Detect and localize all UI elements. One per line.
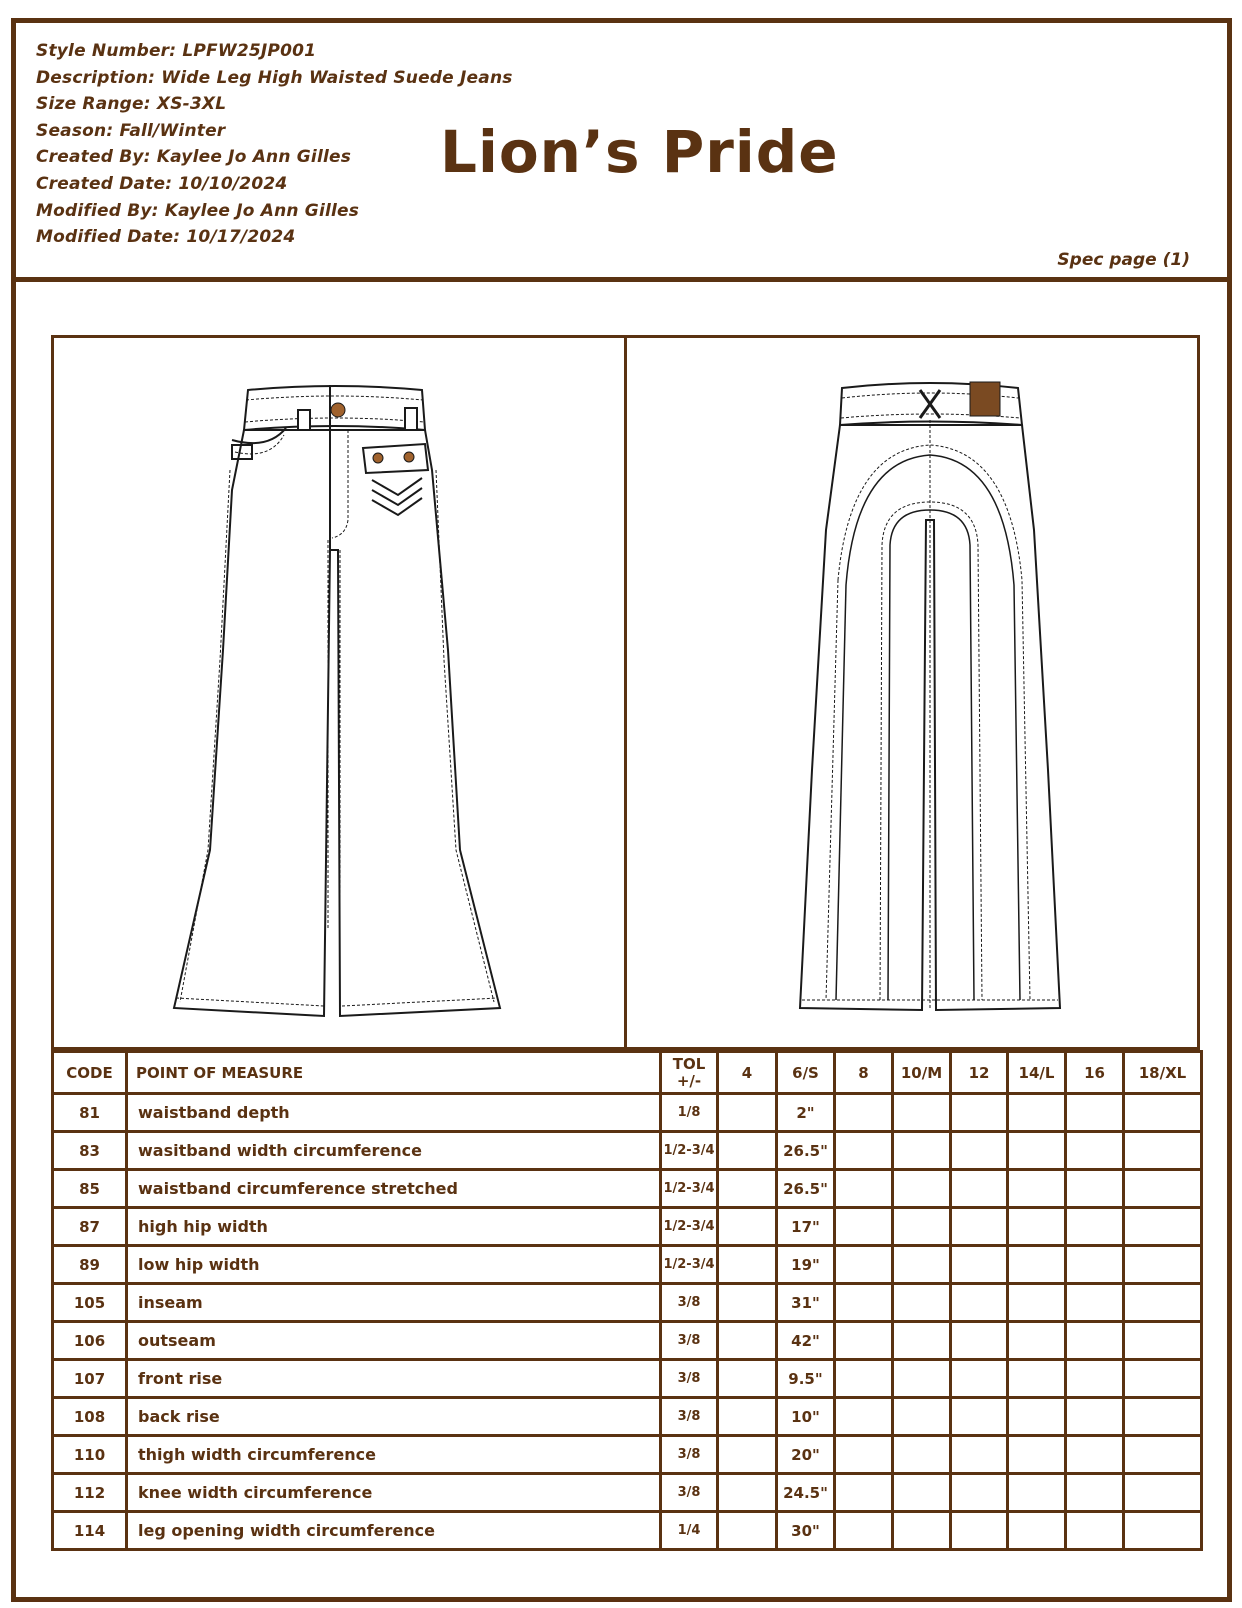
row-size-18-xl bbox=[1124, 1132, 1202, 1170]
spec-page-label: Spec page (1) bbox=[1057, 250, 1190, 270]
row-tolerance: 1/8 bbox=[661, 1094, 718, 1132]
row-size-16 bbox=[1066, 1170, 1124, 1208]
table-row bbox=[53, 1474, 1202, 1512]
row-point-of-measure: leg opening width circumference bbox=[127, 1512, 661, 1550]
header-size: 6/S bbox=[777, 1052, 835, 1094]
row-tolerance: 3/8 bbox=[661, 1436, 718, 1474]
row-size-10-m bbox=[893, 1360, 951, 1398]
row-size-12 bbox=[951, 1398, 1008, 1436]
row-size-10-m bbox=[893, 1132, 951, 1170]
row-size-16 bbox=[1066, 1208, 1124, 1246]
table-row bbox=[53, 1398, 1202, 1436]
row-point-of-measure: wasitband width circumference bbox=[127, 1132, 661, 1170]
row-size-10-m bbox=[893, 1170, 951, 1208]
table-row bbox=[53, 1170, 1202, 1208]
row-size-16 bbox=[1066, 1398, 1124, 1436]
row-code: 106 bbox=[53, 1322, 127, 1360]
row-size-10-m bbox=[893, 1094, 951, 1132]
row-size-12 bbox=[951, 1132, 1008, 1170]
row-code: 110 bbox=[53, 1436, 127, 1474]
row-size-8 bbox=[835, 1436, 893, 1474]
row-point-of-measure: low hip width bbox=[127, 1246, 661, 1284]
sketch-divider bbox=[624, 335, 627, 1050]
row-point-of-measure: knee width circumference bbox=[127, 1474, 661, 1512]
row-code: 83 bbox=[53, 1132, 127, 1170]
back-label-patch bbox=[970, 382, 1000, 416]
row-code: 81 bbox=[53, 1094, 127, 1132]
row-tolerance: 3/8 bbox=[661, 1398, 718, 1436]
row-size-4 bbox=[718, 1474, 777, 1512]
row-size-16 bbox=[1066, 1360, 1124, 1398]
row-tolerance: 3/8 bbox=[661, 1474, 718, 1512]
style-number: Style Number: LPFW25JP001 bbox=[36, 41, 317, 61]
row-size-10-m bbox=[893, 1322, 951, 1360]
row-size-16 bbox=[1066, 1246, 1124, 1284]
row-size-4 bbox=[718, 1436, 777, 1474]
row-size-12 bbox=[951, 1094, 1008, 1132]
row-size-6-s: 31" bbox=[777, 1284, 835, 1322]
row-point-of-measure: high hip width bbox=[127, 1208, 661, 1246]
header-size: 14/L bbox=[1008, 1052, 1066, 1094]
row-point-of-measure: inseam bbox=[127, 1284, 661, 1322]
table-header-row bbox=[53, 1052, 1202, 1094]
row-size-14-l bbox=[1008, 1208, 1066, 1246]
row-size-8 bbox=[835, 1132, 893, 1170]
row-size-6-s: 26.5" bbox=[777, 1170, 835, 1208]
row-point-of-measure: outseam bbox=[127, 1322, 661, 1360]
row-size-14-l bbox=[1008, 1094, 1066, 1132]
row-size-4 bbox=[718, 1512, 777, 1550]
row-point-of-measure: front rise bbox=[127, 1360, 661, 1398]
row-tolerance: 3/8 bbox=[661, 1360, 718, 1398]
header-size: 12 bbox=[951, 1052, 1008, 1094]
row-code: 105 bbox=[53, 1284, 127, 1322]
row-size-14-l bbox=[1008, 1246, 1066, 1284]
row-size-4 bbox=[718, 1360, 777, 1398]
header-tol: TOL +/- bbox=[661, 1052, 718, 1094]
row-size-6-s: 10" bbox=[777, 1398, 835, 1436]
row-size-16 bbox=[1066, 1474, 1124, 1512]
size-range: Size Range: XS-3XL bbox=[36, 94, 227, 115]
table-row bbox=[53, 1512, 1202, 1550]
header-size: 18/XL bbox=[1124, 1052, 1202, 1094]
row-size-8 bbox=[835, 1208, 893, 1246]
table-row bbox=[53, 1284, 1202, 1322]
row-size-12 bbox=[951, 1512, 1008, 1550]
row-code: 85 bbox=[53, 1170, 127, 1208]
row-size-8 bbox=[835, 1170, 893, 1208]
row-tolerance: 1/2-3/4 bbox=[661, 1208, 718, 1246]
row-code: 89 bbox=[53, 1246, 127, 1284]
row-size-12 bbox=[951, 1246, 1008, 1284]
row-size-4 bbox=[718, 1246, 777, 1284]
row-size-14-l bbox=[1008, 1322, 1066, 1360]
table-row bbox=[53, 1246, 1202, 1284]
row-point-of-measure: waistband depth bbox=[127, 1094, 661, 1132]
row-size-6-s: 19" bbox=[777, 1246, 835, 1284]
row-size-10-m bbox=[893, 1474, 951, 1512]
row-size-6-s: 42" bbox=[777, 1322, 835, 1360]
table-row bbox=[53, 1208, 1202, 1246]
row-size-16 bbox=[1066, 1132, 1124, 1170]
row-size-14-l bbox=[1008, 1512, 1066, 1550]
row-size-16 bbox=[1066, 1436, 1124, 1474]
row-point-of-measure: thigh width circumference bbox=[127, 1436, 661, 1474]
row-size-4 bbox=[718, 1322, 777, 1360]
table-row bbox=[53, 1436, 1202, 1474]
header-size: 16 bbox=[1066, 1052, 1124, 1094]
row-size-16 bbox=[1066, 1322, 1124, 1360]
row-size-18-xl bbox=[1124, 1512, 1202, 1550]
row-size-18-xl bbox=[1124, 1208, 1202, 1246]
row-size-8 bbox=[835, 1246, 893, 1284]
row-size-8 bbox=[835, 1094, 893, 1132]
row-size-4 bbox=[718, 1170, 777, 1208]
brand-title: Lion’s Pride bbox=[440, 118, 839, 186]
header-pom: POINT OF MEASURE bbox=[127, 1052, 661, 1094]
row-size-14-l bbox=[1008, 1284, 1066, 1322]
row-size-10-m bbox=[893, 1398, 951, 1436]
row-size-16 bbox=[1066, 1512, 1124, 1550]
row-size-6-s: 9.5" bbox=[777, 1360, 835, 1398]
row-size-18-xl bbox=[1124, 1398, 1202, 1436]
row-size-12 bbox=[951, 1436, 1008, 1474]
row-size-8 bbox=[835, 1398, 893, 1436]
row-size-18-xl bbox=[1124, 1094, 1202, 1132]
back-view-sketch bbox=[760, 370, 1100, 1020]
table-row bbox=[53, 1360, 1202, 1398]
button-icon bbox=[331, 403, 345, 417]
row-size-12 bbox=[951, 1360, 1008, 1398]
row-size-12 bbox=[951, 1284, 1008, 1322]
row-code: 108 bbox=[53, 1398, 127, 1436]
row-point-of-measure: back rise bbox=[127, 1398, 661, 1436]
created-date: Created Date: 10/10/2024 bbox=[36, 173, 288, 194]
row-size-16 bbox=[1066, 1284, 1124, 1322]
row-size-10-m bbox=[893, 1246, 951, 1284]
row-size-8 bbox=[835, 1512, 893, 1550]
row-code: 114 bbox=[53, 1512, 127, 1550]
front-view-sketch bbox=[160, 370, 520, 1020]
row-size-12 bbox=[951, 1208, 1008, 1246]
row-size-8 bbox=[835, 1360, 893, 1398]
row-size-18-xl bbox=[1124, 1322, 1202, 1360]
row-tolerance: 1/2-3/4 bbox=[661, 1132, 718, 1170]
row-size-18-xl bbox=[1124, 1284, 1202, 1322]
row-size-12 bbox=[951, 1170, 1008, 1208]
row-size-14-l bbox=[1008, 1474, 1066, 1512]
row-size-18-xl bbox=[1124, 1246, 1202, 1284]
season: Season: Fall/Winter bbox=[36, 120, 226, 141]
row-tolerance: 1/2-3/4 bbox=[661, 1170, 718, 1208]
row-size-8 bbox=[835, 1284, 893, 1322]
row-size-8 bbox=[835, 1322, 893, 1360]
row-size-8 bbox=[835, 1474, 893, 1512]
row-size-18-xl bbox=[1124, 1474, 1202, 1512]
created-by: Created By: Kaylee Jo Ann Gilles bbox=[36, 147, 352, 168]
header-code: CODE bbox=[53, 1052, 127, 1094]
row-code: 87 bbox=[53, 1208, 127, 1246]
row-size-14-l bbox=[1008, 1170, 1066, 1208]
row-size-4 bbox=[718, 1284, 777, 1322]
snap-icon bbox=[404, 452, 414, 462]
row-size-6-s: 2" bbox=[777, 1094, 835, 1132]
row-size-14-l bbox=[1008, 1398, 1066, 1436]
modified-by: Modified By: Kaylee Jo Ann Gilles bbox=[36, 200, 360, 221]
modified-date: Modified Date: 10/17/2024 bbox=[36, 227, 296, 248]
row-size-10-m bbox=[893, 1512, 951, 1550]
row-point-of-measure: waistband circumference stretched bbox=[127, 1170, 661, 1208]
row-tolerance: 1/4 bbox=[661, 1512, 718, 1550]
table-row bbox=[53, 1094, 1202, 1132]
row-size-4 bbox=[718, 1398, 777, 1436]
row-size-4 bbox=[718, 1208, 777, 1246]
row-size-18-xl bbox=[1124, 1436, 1202, 1474]
row-size-10-m bbox=[893, 1284, 951, 1322]
row-size-6-s: 30" bbox=[777, 1512, 835, 1550]
row-size-6-s: 17" bbox=[777, 1208, 835, 1246]
row-size-14-l bbox=[1008, 1360, 1066, 1398]
row-tolerance: 3/8 bbox=[661, 1322, 718, 1360]
spec-table bbox=[51, 1050, 1203, 1551]
header-size: 4 bbox=[718, 1052, 777, 1094]
header-size: 10/M bbox=[893, 1052, 951, 1094]
row-size-6-s: 20" bbox=[777, 1436, 835, 1474]
row-size-6-s: 26.5" bbox=[777, 1132, 835, 1170]
row-size-16 bbox=[1066, 1094, 1124, 1132]
row-tolerance: 3/8 bbox=[661, 1284, 718, 1322]
row-size-18-xl bbox=[1124, 1360, 1202, 1398]
table-row bbox=[53, 1132, 1202, 1170]
row-size-4 bbox=[718, 1094, 777, 1132]
snap-icon bbox=[373, 453, 383, 463]
row-code: 112 bbox=[53, 1474, 127, 1512]
header-size: 8 bbox=[835, 1052, 893, 1094]
row-size-18-xl bbox=[1124, 1170, 1202, 1208]
table-row bbox=[53, 1322, 1202, 1360]
row-size-10-m bbox=[893, 1208, 951, 1246]
row-size-12 bbox=[951, 1474, 1008, 1512]
row-code: 107 bbox=[53, 1360, 127, 1398]
row-size-10-m bbox=[893, 1436, 951, 1474]
row-size-6-s: 24.5" bbox=[777, 1474, 835, 1512]
row-size-12 bbox=[951, 1322, 1008, 1360]
row-size-14-l bbox=[1008, 1436, 1066, 1474]
row-tolerance: 1/2-3/4 bbox=[661, 1246, 718, 1284]
row-size-14-l bbox=[1008, 1132, 1066, 1170]
row-size-4 bbox=[718, 1132, 777, 1170]
description: Description: Wide Leg High Waisted Suede Jeans bbox=[36, 67, 513, 88]
